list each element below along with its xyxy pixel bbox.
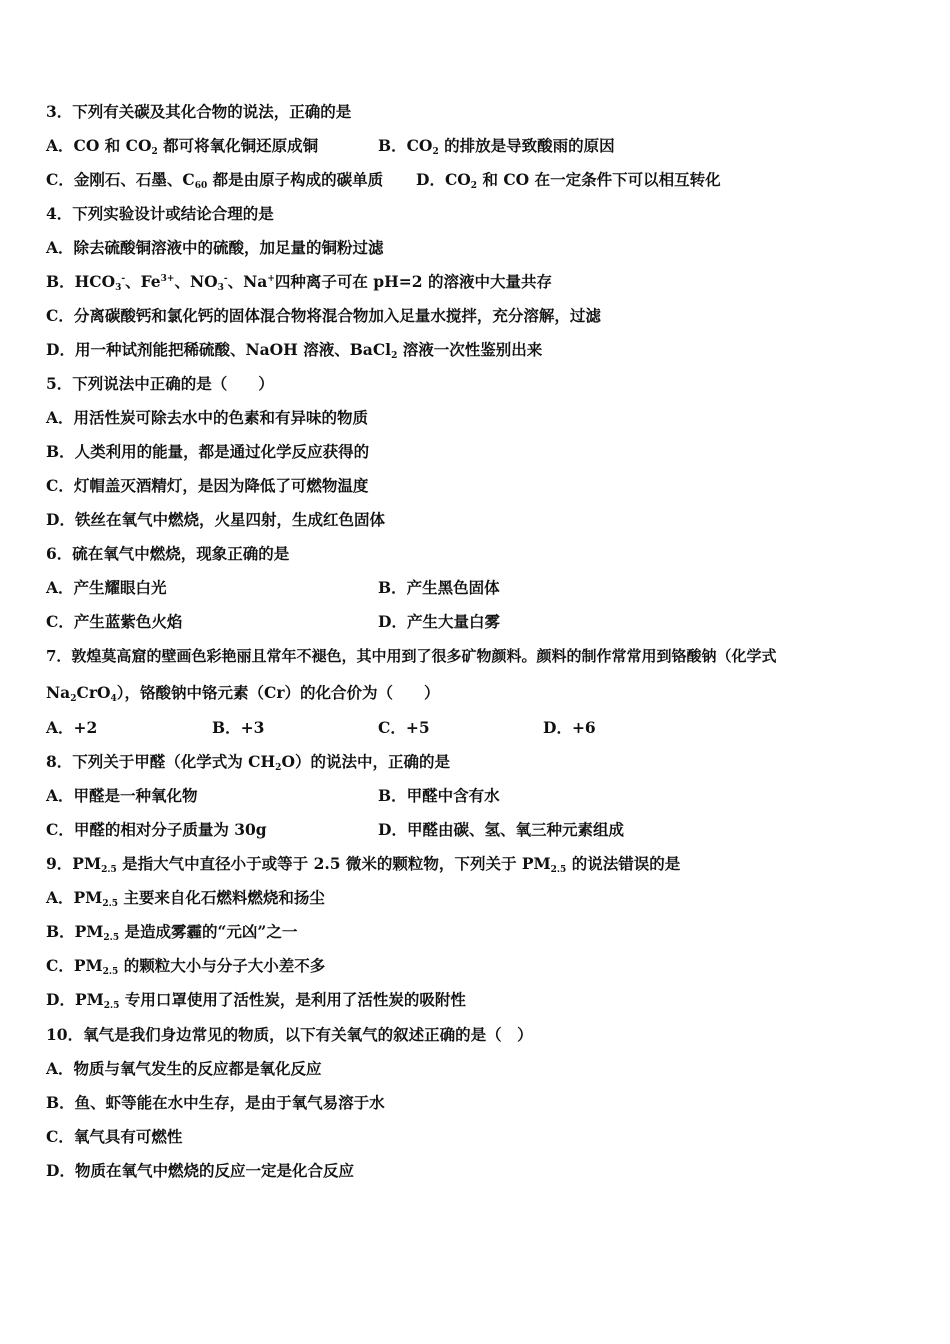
q5-option-b bbox=[46, 442, 369, 462]
q3-d-part1: D．CO bbox=[416, 170, 471, 189]
q3-stem-text: 3．下列有关碳及其化合物的说法，正确的是 bbox=[46, 102, 352, 121]
q8-stem bbox=[46, 752, 450, 772]
q6-d-text: D．产生大量白雾 bbox=[378, 612, 500, 631]
q8-a-text: A．甲醛是一种氧化物 bbox=[46, 786, 198, 805]
q3-c-part1: C．金刚石、石墨、C bbox=[46, 170, 195, 189]
q5-stem bbox=[46, 374, 274, 394]
q10-c-text: C．氧气具有可燃性 bbox=[46, 1127, 183, 1146]
q4-b-sup3: - bbox=[223, 274, 228, 284]
q5-stem-text: 5．下列说法中正确的是（ ） bbox=[46, 374, 274, 393]
q7-c-text: C．+5 bbox=[378, 718, 430, 737]
q4-stem-text: 4．下列实验设计或结论合理的是 bbox=[46, 204, 274, 223]
q9-d-part2: 专用口罩使用了活性炭，是利用了活性炭的吸附性 bbox=[119, 990, 466, 1009]
q5-d-text: D．铁丝在氧气中燃烧，火星四射，生成红色固体 bbox=[46, 510, 385, 529]
q4-option-d bbox=[46, 340, 542, 360]
q4-a-text: A．除去硫酸铜溶液中的硫酸，加足量的铜粉过滤 bbox=[46, 238, 384, 257]
q3-option-c bbox=[46, 170, 383, 190]
q9-a-sub: 2.5 bbox=[102, 899, 119, 909]
q10-option-a bbox=[46, 1059, 322, 1079]
q7-stem-line1 bbox=[46, 646, 776, 666]
q8-option-b bbox=[378, 786, 500, 806]
q9-c-part2: 的颗粒大小与分子大小差不多 bbox=[118, 956, 326, 975]
q3-b-sub: 2 bbox=[432, 147, 439, 157]
q10-a-text: A．物质与氧气发生的反应都是氧化反应 bbox=[46, 1059, 322, 1078]
q6-stem bbox=[46, 544, 289, 564]
q10-option-b bbox=[46, 1093, 385, 1113]
q7-stem2-part1: Na bbox=[46, 683, 71, 702]
q3-option-a bbox=[46, 136, 318, 156]
q7-option-b bbox=[212, 718, 264, 738]
q8-c-text: C．甲醛的相对分子质量为 30g bbox=[46, 820, 267, 839]
q6-option-c bbox=[46, 612, 182, 632]
q9-stem bbox=[46, 854, 680, 874]
q4-d-part2: 溶液一次性鉴别出来 bbox=[397, 340, 543, 359]
q4-b-part1: B．HCO bbox=[46, 272, 116, 291]
q5-option-d bbox=[46, 510, 385, 530]
q3-b-part1: B．CO bbox=[378, 136, 433, 155]
q5-option-c bbox=[46, 476, 368, 496]
q6-c-text: C．产生蓝紫色火焰 bbox=[46, 612, 183, 631]
q3-option-b bbox=[378, 136, 615, 156]
q5-b-text: B．人类利用的能量，都是通过化学反应获得的 bbox=[46, 442, 370, 461]
q4-option-c bbox=[46, 306, 601, 326]
q9-d-part1: D．PM bbox=[46, 990, 104, 1009]
q3-d-sub: 2 bbox=[470, 181, 478, 191]
q3-c-part2: 都是由原子构成的碳单质 bbox=[207, 170, 384, 189]
q5-a-text: A．用活性炭可除去水中的色素和有异味的物质 bbox=[46, 408, 369, 427]
q5-c-text: C．灯帽盖灭酒精灯，是因为降低了可燃物温度 bbox=[46, 476, 369, 495]
q9-b-part1: B．PM bbox=[46, 922, 104, 941]
q10-option-d bbox=[46, 1161, 354, 1181]
q4-b-part2: 、Fe bbox=[125, 272, 161, 291]
q8-option-a bbox=[46, 786, 198, 806]
q10-stem bbox=[46, 1025, 533, 1045]
q9-stem-part3: 的说法错误的是 bbox=[566, 854, 681, 873]
q8-stem-part1: 8．下列关于甲醛（化学式为 CH bbox=[46, 752, 276, 771]
q3-a-part2: 都可将氧化铜还原成铜 bbox=[157, 136, 319, 155]
q8-option-c bbox=[46, 820, 267, 840]
q3-stem bbox=[46, 102, 351, 122]
q9-c-sub: 2.5 bbox=[102, 967, 119, 977]
q9-option-d bbox=[46, 990, 466, 1010]
q4-b-sup2: 3+ bbox=[160, 274, 175, 284]
q9-stem-sub2: 2.5 bbox=[550, 865, 567, 875]
q9-stem-part1: 9．PM bbox=[46, 854, 102, 873]
q7-stem2-part3: ），铬酸钠中铬元素（Cr）的化合价为（ ） bbox=[116, 683, 440, 702]
q7-option-c bbox=[378, 718, 430, 738]
q9-b-part2: 是造成雾霾的“元凶”之一 bbox=[119, 922, 298, 941]
q3-a-sub: 2 bbox=[151, 147, 158, 157]
q9-option-b bbox=[46, 922, 297, 942]
q9-option-a bbox=[46, 888, 325, 908]
q9-option-c bbox=[46, 956, 325, 976]
q8-d-text: D．甲醛由碳、氢、氧三种元素组成 bbox=[378, 820, 624, 839]
q4-b-part3: 、NO bbox=[174, 272, 218, 291]
q3-d-part2: 和 CO 在一定条件下可以相互转化 bbox=[477, 170, 721, 189]
q7-stem2-sub1: 2 bbox=[70, 694, 77, 704]
q8-option-d bbox=[378, 820, 624, 840]
q9-c-part1: C．PM bbox=[46, 956, 103, 975]
q7-stem2-part2: CrO bbox=[76, 683, 111, 702]
q4-b-sup1: - bbox=[121, 274, 126, 284]
q6-option-b bbox=[378, 578, 500, 598]
q4-option-b bbox=[46, 272, 552, 292]
q6-option-a bbox=[46, 578, 167, 598]
q7-b-text: B．+3 bbox=[212, 718, 265, 737]
q7-d-text: D．+6 bbox=[543, 718, 596, 737]
q8-b-text: B．甲醛中含有水 bbox=[378, 786, 500, 805]
q9-stem-sub1: 2.5 bbox=[101, 865, 117, 875]
q9-a-part2: 主要来自化石燃料燃烧和扬尘 bbox=[118, 888, 325, 907]
q3-option-d bbox=[416, 170, 721, 190]
q7-stem2-sub2: 4 bbox=[110, 694, 117, 704]
q9-a-part1: A．PM bbox=[46, 888, 103, 907]
q7-a-text: A．+2 bbox=[46, 718, 98, 737]
q9-b-sub: 2.5 bbox=[103, 933, 120, 943]
q3-a-part1: A．CO 和 CO bbox=[46, 136, 152, 155]
q6-stem-text: 6．硫在氧气中燃烧，现象正确的是 bbox=[46, 544, 290, 563]
q9-stem-part2: 是指大气中直径小于或等于 2.5 微米的颗粒物，下列关于 PM bbox=[116, 854, 551, 873]
q10-stem-text: 10．氧气是我们身边常见的物质，以下有关氧气的叙述正确的是（ ） bbox=[46, 1025, 533, 1044]
q8-stem-part2: O）的说法中，正确的是 bbox=[281, 752, 450, 771]
q4-b-sup4: + bbox=[267, 274, 275, 284]
q9-d-sub: 2.5 bbox=[103, 1001, 120, 1011]
q3-b-part2: 的排放是导致酸雨的原因 bbox=[438, 136, 615, 155]
q4-b-sub1: 3 bbox=[115, 283, 122, 293]
q7-option-a bbox=[46, 718, 97, 738]
q6-b-text: B．产生黑色固体 bbox=[378, 578, 500, 597]
q6-a-text: A．产生耀眼白光 bbox=[46, 578, 167, 597]
q4-stem bbox=[46, 204, 274, 224]
q4-c-text: C．分离碳酸钙和氯化钙的固体混合物将混合物加入足量水搅拌，充分溶解，过滤 bbox=[46, 306, 601, 325]
q4-b-part5: 四种离子可在 pH=2 的溶液中大量共存 bbox=[274, 272, 552, 291]
q4-d-part1: D．用一种试剂能把稀硫酸、NaOH 溶液、BaCl bbox=[46, 340, 392, 359]
q4-option-a bbox=[46, 238, 384, 258]
q10-option-c bbox=[46, 1127, 182, 1147]
q7-option-d bbox=[543, 718, 596, 738]
q3-c-sub: 60 bbox=[194, 181, 208, 191]
q7-stem1-text: 7．敦煌莫高窟的壁画色彩艳丽且常年不褪色，其中用到了很多矿物颜料。颜料的制作常常用到铬酸钠（化学式 bbox=[46, 647, 777, 665]
q10-d-text: D．物质在氧气中燃烧的反应一定是化合反应 bbox=[46, 1161, 354, 1180]
q4-d-sub: 2 bbox=[391, 351, 398, 361]
q7-stem-line2 bbox=[46, 683, 440, 703]
q5-option-a bbox=[46, 408, 368, 428]
q4-b-sub3: 3 bbox=[217, 283, 224, 293]
q10-b-text: B．鱼、虾等能在水中生存，是由于氧气易溶于水 bbox=[46, 1093, 385, 1112]
q8-stem-sub: 2 bbox=[275, 763, 282, 773]
q4-b-part4: 、Na bbox=[227, 272, 268, 291]
q6-option-d bbox=[378, 612, 500, 632]
